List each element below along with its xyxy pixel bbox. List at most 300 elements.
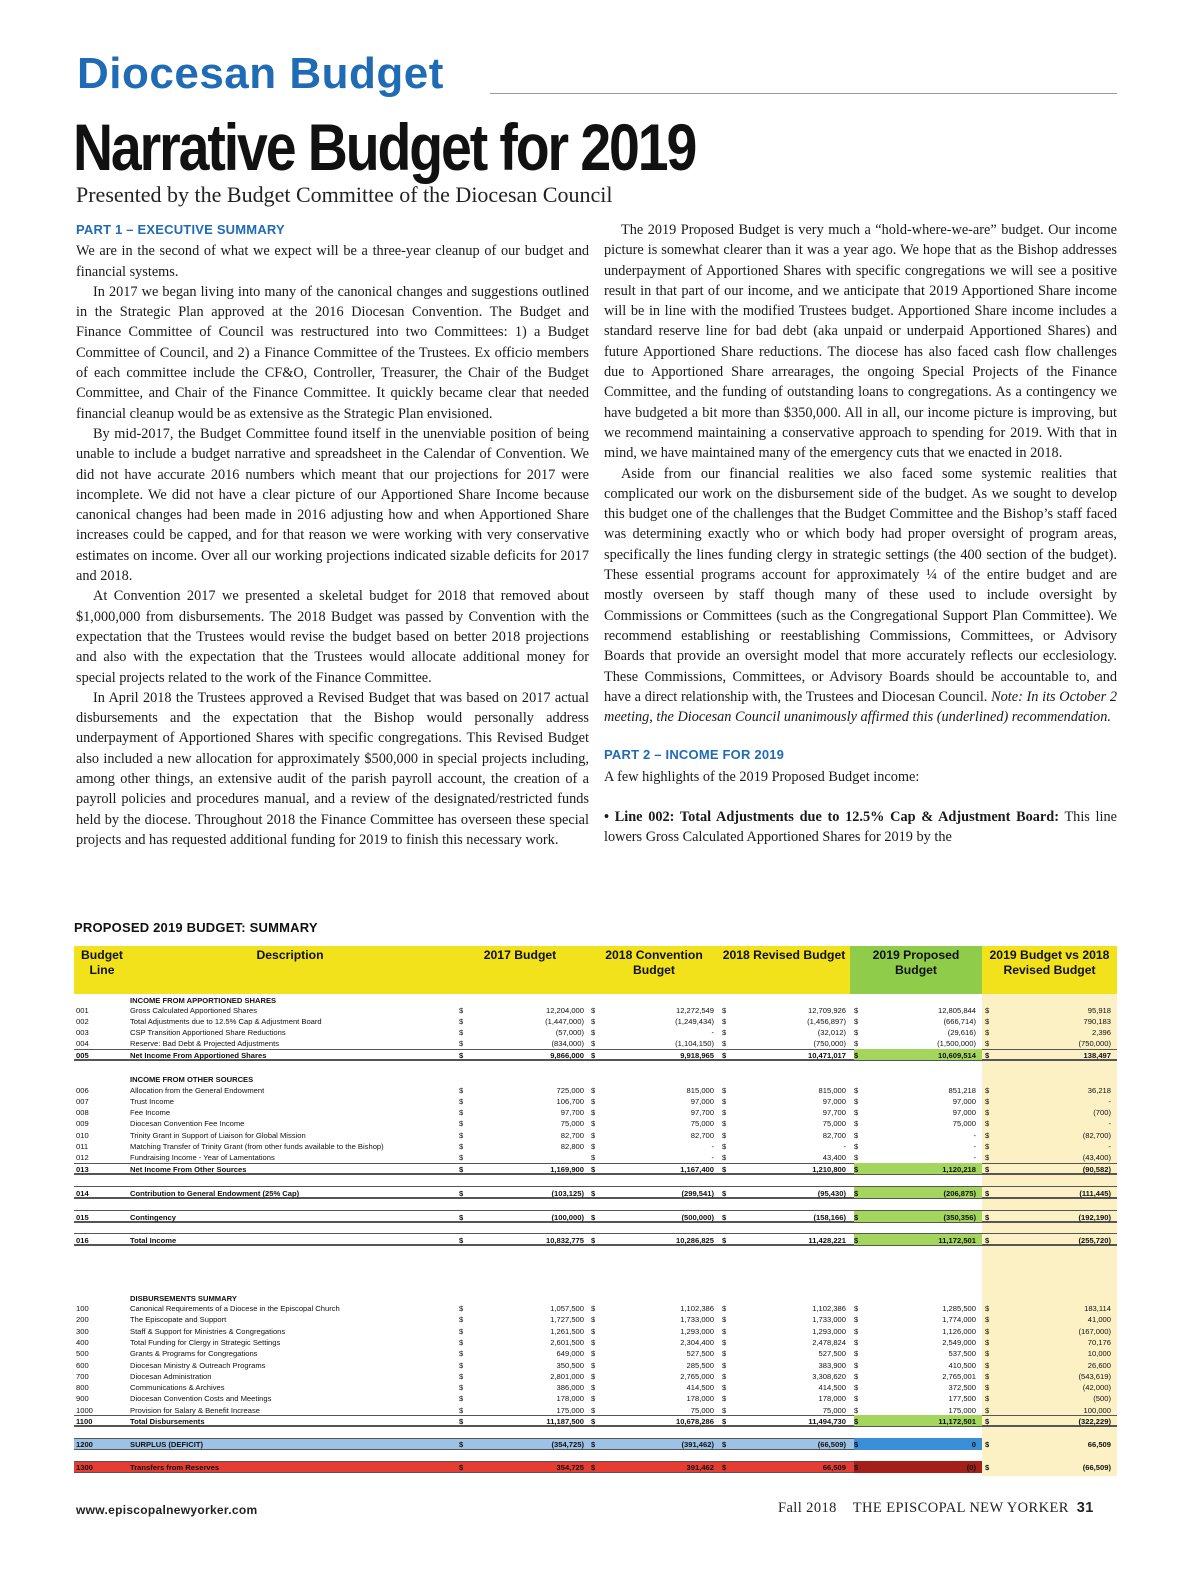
value-2018-convention: 1,102,386 [680,1304,714,1313]
dollar-sign: $ [985,1417,990,1426]
value-2019-proposed: (666,714) [943,1017,976,1026]
value-2017: (354,725) [551,1440,584,1449]
row-line: 800 [76,1383,89,1392]
value-2017: 725,000 [556,1086,584,1095]
value-2018-revised: 1,210,800 [812,1165,846,1174]
dollar-sign: $ [854,1349,859,1358]
dollar-sign: $ [459,1039,464,1048]
table-row [74,1152,1117,1163]
row-line: 012 [76,1153,89,1162]
paragraph: At Convention 2017 we presented a skeletal budget for 2018 that removed about $1,000,000 from disbursements. The 2018 Budget was passed by Convention with the expectation that the Trustees would revise the budget based on better 2018 projections and also with the expectation that the Trustees would allocate additional money for special projects related to the work of the Finance Committee. [76,588,589,686]
value-2018-revised: 178,000 [818,1394,846,1403]
row-description: Fee Income [130,1108,171,1117]
table-row [74,1027,1117,1038]
value-2019-vs-2018: (322,229) [1078,1417,1111,1426]
value-2018-revised: 75,000 [822,1406,846,1415]
row-line: 1300 [76,1463,93,1472]
row-description: Total Funding for Clergy in Strategic Settings [130,1338,281,1347]
dollar-sign: $ [591,1051,596,1060]
table-header [74,946,1117,994]
dollar-sign: $ [591,1406,596,1415]
value-2018-revised: 815,000 [818,1086,846,1095]
dollar-sign: $ [985,1372,990,1381]
value-2017: (1,447,000) [545,1017,584,1026]
dollar-sign: $ [591,1361,596,1370]
dollar-sign: $ [591,1417,596,1426]
value-2018-revised: 82,700 [822,1131,846,1140]
dollar-sign: $ [722,1119,727,1128]
value-2018-revised: 1,102,386 [812,1304,846,1313]
left-column [76,220,589,850]
table-title: PROPOSED 2019 BUDGET: SUMMARY [74,920,318,935]
value-2017: 75,000 [560,1119,584,1128]
dollar-sign: $ [985,1097,990,1106]
row-description: The Episcopate and Support [130,1315,227,1324]
value-2018-convention: 82,700 [690,1131,714,1140]
value-2018-revised: 10,471,017 [807,1051,846,1060]
value-2018-revised: 12,709,926 [807,1006,846,1015]
paragraph-text: Aside from our financial realities we also faced some systemic realities that complicated our work on the disbursement side of the budget. As we sought to develop this budget one of the challenges that the Budget Committee and the Bishop’s staff faced was determining exactly who or which body had proper oversight of program areas, specifically the lines funding clergy in strategic settings (the 400 section of the budget). These essential programs account for approximately ¼ of the entire budget and are mostly overseen by staff though many of these used to include oversight by Commissions or Committees (such as the Congregational Support Plan Committee). We recommend establishing or reestablishing Commissions, Committees, or Advisory Boards that provide an oversight model that more accurately reflects our ecclesiology. These Commissions, Committees, or Advisory Boards should be accountable to, and have a direct relationship with, the Trustees and Diocesan Council. [604,465,1117,705]
value-2019-proposed: 97,000 [952,1108,976,1117]
table-row [74,1107,1117,1118]
row-line: 015 [76,1213,89,1222]
dollar-sign: $ [459,1361,464,1370]
row-description: Total Disbursements [130,1417,205,1426]
header-2018-revised: 2018 Revised Budget [718,946,850,994]
dollar-sign: $ [722,1338,727,1347]
dollar-sign: $ [459,1119,464,1128]
dollar-sign: $ [459,1006,464,1015]
dollar-sign: $ [985,1086,990,1095]
budget-table [74,946,1117,1476]
value-2019-vs-2018: - [1108,1142,1111,1151]
row-line: 014 [76,1189,89,1198]
value-2019-proposed: 175,000 [948,1406,976,1415]
dollar-sign: $ [985,1349,990,1358]
table-row [74,1371,1117,1382]
value-2018-revised: (32,012) [817,1028,846,1037]
dollar-sign: $ [722,1086,727,1095]
table-row [74,1360,1117,1371]
value-2019-vs-2018: (750,000) [1078,1039,1111,1048]
value-2018-revised: (95,430) [817,1189,846,1198]
dollar-sign: $ [591,1463,596,1472]
dollar-sign: $ [459,1086,464,1095]
value-2018-revised: 3,308,620 [812,1372,846,1381]
value-2017: 106,700 [556,1097,584,1106]
value-2019-proposed: 851,218 [948,1086,976,1095]
dollar-sign: $ [854,1361,859,1370]
value-2019-proposed: 12,805,844 [937,1006,976,1015]
dollar-sign: $ [985,1361,990,1370]
row-line: 010 [76,1131,89,1140]
dollar-sign: $ [854,1189,859,1198]
value-2019-proposed: (0) [966,1463,976,1472]
table-row [74,1164,1117,1175]
dollar-sign: $ [985,1189,990,1198]
row-line: 1000 [76,1406,93,1415]
dollar-sign: $ [591,1108,596,1117]
dollar-sign: $ [722,1165,727,1174]
row-line: 600 [76,1361,89,1370]
dollar-sign: $ [854,1440,859,1449]
value-2019-vs-2018: 10,000 [1087,1349,1111,1358]
dollar-sign: $ [854,1372,859,1381]
row-description: Canonical Requirements of a Diocese in the Episcopal Church [130,1304,340,1313]
dollar-sign: $ [854,1039,859,1048]
row-description: Gross Calculated Apportioned Shares [130,1006,258,1015]
dollar-sign: $ [591,1028,596,1037]
value-2018-convention: (1,249,434) [675,1017,714,1026]
dollar-sign: $ [854,1108,859,1117]
value-2017: (834,000) [551,1039,584,1048]
dollar-sign: $ [591,1153,596,1162]
row-description: Grants & Programs for Congregations [130,1349,258,1358]
table-row [74,1303,1117,1314]
dollar-sign: $ [854,1051,859,1060]
value-2019-vs-2018: 2,396 [1091,1028,1111,1037]
row-line: 011 [76,1142,89,1151]
dollar-sign: $ [985,1327,990,1336]
dollar-sign: $ [722,1189,727,1198]
dollar-sign: $ [985,1017,990,1026]
row-description: Net Income From Other Sources [130,1165,247,1174]
table-row [74,1096,1117,1107]
row-line: 009 [76,1119,89,1128]
value-2018-revised: 383,900 [818,1361,846,1370]
value-2019-vs-2018: (192,190) [1078,1213,1111,1222]
value-2019-proposed: - [973,1153,976,1162]
value-2019-proposed: 97,000 [952,1097,976,1106]
right-column [604,220,1117,848]
row-line: 500 [76,1349,89,1358]
dollar-sign: $ [591,1142,596,1151]
value-2019-vs-2018: 183,114 [1084,1304,1111,1313]
value-2018-convention: 9,918,965 [680,1051,714,1060]
value-2019-proposed: 177,500 [948,1394,976,1403]
paragraph: By mid-2017, the Budget Committee found itself in the unenviable position of being unable to include a budget narrative and spreadsheet in the Calendar of Convention. We did not have accurate 2016 numbers which meant that our projections for 2017 were incomplete. We did not have a clear picture of our Apportioned Share Income because canonical changes had been made in 2016 adjusting how and when Apportioned Share increases could be capped, and for that reason we were working with very conservative estimates on income. Over all our working projections indicated sizable deficits for 2017 and 2018. [76,425,589,585]
table-row [74,1050,1117,1061]
value-2019-proposed: - [973,1131,976,1140]
value-2018-convention: 1,167,400 [680,1165,714,1174]
row-line: 700 [76,1372,89,1381]
dollar-sign: $ [854,1463,859,1472]
value-2018-convention: 1,733,000 [680,1315,714,1324]
dollar-sign: $ [722,1108,727,1117]
value-2019-vs-2018: 66,509 [1087,1440,1111,1449]
bullet-text: This line lowers Gross Calculated Apportioned Shares for 2019 by the [604,809,1117,846]
value-2018-revised: 1,733,000 [812,1315,846,1324]
value-2019-vs-2018: 70,176 [1087,1338,1111,1347]
row-description: Staff & Support for Ministries & Congregations [130,1327,286,1336]
value-2019-vs-2018: (42,000) [1082,1383,1111,1392]
row-description: CSP Transition Apportioned Share Reductions [130,1028,286,1037]
dollar-sign: $ [459,1383,464,1392]
dollar-sign: $ [854,1417,859,1426]
dollar-sign: $ [459,1463,464,1472]
footer-publication [778,1500,1094,1517]
value-2019-vs-2018: (90,582) [1082,1165,1111,1174]
table-row [74,1038,1117,1049]
section-heading [74,1074,1117,1085]
dollar-sign: $ [722,1383,727,1392]
value-2018-revised: 66,509 [822,1463,846,1472]
dollar-sign: $ [591,1338,596,1347]
dollar-sign: $ [854,1142,859,1151]
dollar-sign: $ [985,1394,990,1403]
dollar-sign: $ [722,1131,727,1140]
value-2019-vs-2018: (43,400) [1082,1153,1111,1162]
dollar-sign: $ [722,1440,727,1449]
dollar-sign: $ [591,1097,596,1106]
row-description: Diocesan Ministry & Outreach Programs [130,1361,266,1370]
dollar-sign: $ [459,1131,464,1140]
table-row [74,1326,1117,1337]
dollar-sign: $ [722,1142,727,1151]
section-label: DISBURSEMENTS SUMMARY [130,1294,237,1303]
value-2019-vs-2018: (82,700) [1082,1131,1111,1140]
dollar-sign: $ [591,1394,596,1403]
value-2018-convention: 12,272,549 [675,1006,714,1015]
value-2017: 9,866,000 [550,1051,584,1060]
dollar-sign: $ [591,1315,596,1324]
value-2017: 649,000 [556,1349,584,1358]
paragraph [604,464,1117,728]
table-row [74,1337,1117,1348]
row-description: Reserve: Bad Debt & Projected Adjustments [130,1039,279,1048]
value-2019-proposed: 1,285,500 [942,1304,976,1313]
dollar-sign: $ [985,1119,990,1128]
table-row [74,1416,1117,1427]
value-2019-vs-2018: - [1108,1119,1111,1128]
row-line: 004 [76,1039,89,1048]
value-2017: 82,700 [560,1131,584,1140]
value-2018-convention: 815,000 [686,1086,714,1095]
row-description: Trinity Grant in Support of Liaison for Global Mission [130,1131,306,1140]
dollar-sign: $ [854,1338,859,1347]
row-line: 008 [76,1108,89,1117]
dollar-sign: $ [722,1417,727,1426]
table-row [74,1188,1117,1199]
footer-url[interactable]: www.episcopalnewyorker.com [76,1503,258,1517]
row-line: 006 [76,1086,89,1095]
value-2019-vs-2018: 41,000 [1087,1315,1111,1324]
dollar-sign: $ [591,1006,596,1015]
dollar-sign: $ [985,1315,990,1324]
value-2017: 1,261,500 [550,1327,584,1336]
value-2018-convention: 10,678,286 [675,1417,714,1426]
dollar-sign: $ [459,1417,464,1426]
part2-heading: PART 2 – INCOME FOR 2019 [604,747,785,763]
row-line: 900 [76,1394,89,1403]
row-line: 002 [76,1017,89,1026]
value-2019-vs-2018: (111,445) [1079,1189,1111,1198]
value-2019-proposed: (1,500,000) [937,1039,976,1048]
row-line: 1100 [76,1417,93,1426]
value-2019-vs-2018: (255,720) [1078,1236,1111,1245]
footer-issue: Fall 2018 [778,1500,837,1516]
value-2019-proposed: 537,500 [948,1349,976,1358]
value-2018-convention: (500,000) [681,1213,714,1222]
row-line: 003 [76,1028,89,1037]
table-row [74,1085,1117,1096]
value-2017: 2,601,500 [550,1338,584,1347]
value-2018-revised: (66,509) [817,1440,846,1449]
row-description: Fundraising Income - Year of Lamentations [130,1153,275,1162]
value-2018-convention: 527,500 [686,1349,714,1358]
value-2019-vs-2018: (543,619) [1078,1372,1111,1381]
header-2019-proposed: 2019 Proposed Budget [850,946,982,994]
value-2018-revised: (750,000) [813,1039,846,1048]
value-2018-convention: 391,462 [686,1463,714,1472]
dollar-sign: $ [985,1039,990,1048]
page-number: 31 [1076,1500,1094,1516]
dollar-sign: $ [722,1372,727,1381]
table-row [74,1462,1117,1473]
value-2017: 2,801,000 [550,1372,584,1381]
dollar-sign: $ [591,1304,596,1313]
dollar-sign: $ [985,1304,990,1313]
value-2018-revised: (1,456,897) [807,1017,846,1026]
dollar-sign: $ [985,1153,990,1162]
row-line: 016 [76,1236,89,1245]
value-2019-vs-2018: 790,183 [1083,1017,1111,1026]
row-description: Total Income [130,1236,177,1245]
dollar-sign: $ [459,1051,464,1060]
value-2019-vs-2018: 100,000 [1083,1406,1111,1415]
section-kicker: Diocesan Budget [77,49,444,98]
value-2018-revised: 527,500 [818,1349,846,1358]
dollar-sign: $ [854,1406,859,1415]
dollar-sign: $ [722,1315,727,1324]
value-2019-vs-2018: 95,918 [1087,1006,1111,1015]
section-label: INCOME FROM OTHER SOURCES [130,1075,254,1084]
value-2017: 10,832,775 [545,1236,584,1245]
value-2019-proposed: 372,500 [948,1383,976,1392]
row-line: 001 [76,1006,89,1015]
value-2017: 82,800 [560,1142,584,1151]
row-description: Net Income From Apportioned Shares [130,1051,267,1060]
row-description: Contribution to General Endowment (25% Cap) [130,1189,300,1198]
value-2019-vs-2018: (167,000) [1078,1327,1111,1336]
value-2018-revised: 1,293,000 [812,1327,846,1336]
dollar-sign: $ [722,1017,727,1026]
value-2019-proposed: 75,000 [952,1119,976,1128]
dollar-sign: $ [985,1051,990,1060]
dollar-sign: $ [591,1372,596,1381]
value-2018-convention: 97,700 [690,1108,714,1117]
dollar-sign: $ [459,1315,464,1324]
value-2018-revised: 75,000 [822,1119,846,1128]
dollar-sign: $ [985,1406,990,1415]
value-2018-convention: 285,500 [686,1361,714,1370]
dollar-sign: $ [722,1006,727,1015]
value-2019-proposed: 11,172,501 [938,1417,976,1426]
section-label: INCOME FROM APPORTIONED SHARES [130,996,277,1005]
dollar-sign: $ [985,1165,990,1174]
dollar-sign: $ [985,1213,990,1222]
value-2018-convention: - [711,1142,714,1151]
value-2019-proposed: 410,500 [948,1361,976,1370]
value-2017: 1,169,900 [550,1165,584,1174]
row-line: 013 [76,1165,89,1174]
row-description: Transfers from Reserves [130,1463,220,1472]
value-2018-revised: 97,000 [822,1097,846,1106]
value-2019-vs-2018: (700) [1093,1108,1111,1117]
row-description: SURPLUS (DEFICIT) [130,1440,203,1449]
table-row [74,1016,1117,1027]
dollar-sign: $ [854,1131,859,1140]
value-2017: 1,057,500 [550,1304,584,1313]
dollar-sign: $ [722,1361,727,1370]
dollar-sign: $ [854,1327,859,1336]
paragraph: The 2019 Proposed Budget is very much a “hold-where-we-are” budget. Our income picture is somewhat clearer than it was a year ago. We hope that as the Bishop addresses underpayment of Apportioned Shares with specific congregations we will see a positive result in that part of our income, and we anticipate that 2019 Apportioned Share income will be in line with the modified Trustees budget. Apportioned Share income includes a standard reserve line for bad debt (aka unpaid or underpaid Apportioned Shares) and future Apportioned Share reductions. The diocese has also faced cash flow challenges due to Apportioned Share arrearages, the ongoing Special Projects of the Finance Committee, and the funding of outstanding loans to congregations. As a contingency we have budgeted a bit more than $350,000. All in all, our income picture is improving, but we recommend maintaining a conservative approach to spending for 2019. With that in mind, we have maintained many of the emergency cuts that we enacted in 2018. [604,222,1117,462]
value-2017: 386,000 [556,1383,584,1392]
dollar-sign: $ [985,1236,990,1245]
dollar-sign: $ [985,1006,990,1015]
dollar-sign: $ [985,1131,990,1140]
dollar-sign: $ [591,1086,596,1095]
dollar-sign: $ [459,1406,464,1415]
value-2019-vs-2018: 36,218 [1087,1086,1111,1095]
value-2018-convention: 75,000 [690,1406,714,1415]
table-row [74,1212,1117,1223]
dollar-sign: $ [722,1394,727,1403]
value-2018-convention: (1,104,150) [675,1039,714,1048]
dollar-sign: $ [854,1028,859,1037]
value-2017: 12,204,000 [545,1006,584,1015]
value-2018-convention: (299,541) [681,1189,714,1198]
value-2018-convention: 1,293,000 [680,1327,714,1336]
value-2019-proposed: 0 [971,1440,976,1449]
dollar-sign: $ [854,1119,859,1128]
table-row [74,1439,1117,1450]
dollar-sign: $ [985,1440,990,1449]
dollar-sign: $ [459,1394,464,1403]
value-2019-vs-2018: 26,600 [1087,1361,1111,1370]
dollar-sign: $ [591,1165,596,1174]
value-2017: 354,725 [556,1463,584,1472]
row-description: Contingency [130,1213,176,1222]
table-row [74,1382,1117,1393]
dollar-sign: $ [459,1017,464,1026]
value-2019-proposed: (206,875) [943,1189,976,1198]
value-2018-revised: 2,478,824 [812,1338,846,1347]
dollar-sign: $ [722,1463,727,1472]
table-row [74,1005,1117,1016]
dollar-sign: $ [459,1372,464,1381]
dollar-sign: $ [459,1142,464,1151]
table-row [74,1393,1117,1404]
row-line: 200 [76,1315,89,1324]
value-2018-convention: 97,000 [690,1097,714,1106]
paragraph: In 2017 we began living into many of the canonical changes and suggestions outlined in the Strategic Plan approved at the 2016 Diocesan Convention. The Budget and Finance Committee of Council was restructured into two Committees: 1) a Budget Committee of Council, and 2) a Finance Committee of the Trustees. Ex officio members of each committee include the CF&O, Controller, Treasurer, the Chair of the Budget Committee, and Chair of the Finance Committee. It quickly became clear that needed financial cleanup would be as extensive as the Strategic Plan envisioned. [76,283,589,422]
dollar-sign: $ [985,1108,990,1117]
row-line: 007 [76,1097,89,1106]
row-description: Allocation from the General Endowment [130,1086,265,1095]
dollar-sign: $ [591,1349,596,1358]
page-subtitle: Presented by the Budget Committee of the Diocesan Council [76,182,613,207]
value-2019-proposed: 1,774,000 [942,1315,976,1324]
value-2019-vs-2018: (66,509) [1082,1463,1111,1472]
paragraph: We are in the second of what we expect will be a three-year cleanup of our budget and financial systems. [76,243,589,280]
dollar-sign: $ [591,1383,596,1392]
value-2018-convention: 2,304,400 [680,1338,714,1347]
value-2017: 97,700 [560,1108,584,1117]
value-2019-proposed: 2,765,001 [942,1372,976,1381]
value-2018-revised: (158,166) [813,1213,846,1222]
value-2018-revised: 11,428,221 [808,1236,846,1245]
